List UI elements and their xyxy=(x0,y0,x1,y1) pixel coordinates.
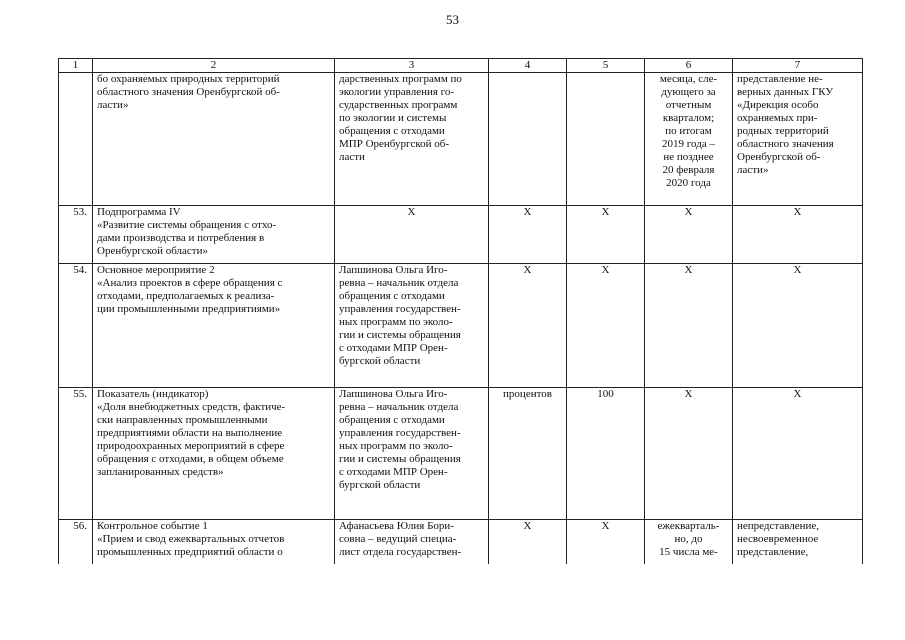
row-number: 54. xyxy=(59,264,93,388)
row-responsible: дарственных программ по экологии управления го- сударственных программ по экологии и системы обращения с отходами МПР Оренбургской об- ласти xyxy=(335,73,489,206)
table-row xyxy=(59,206,863,264)
row-unit: процентов xyxy=(489,388,567,520)
row-unit xyxy=(489,73,567,206)
row-name: Показатель (индикатор) «Доля внебюджетных средств, фактиче- ски направленных промышленными предприятиями области на выполнение природоохранных мероприятий в сфере обращения с отходами, в общем объеме запланированных средств» xyxy=(93,388,335,520)
header-cell: 2 xyxy=(93,59,335,73)
row-responsible: Лапшинова Ольга Иго- ревна – начальник отдела обращения с отходами управления государствен- ных программ по эколо- гии и системы обращения с отходами МПР Орен- бургской области xyxy=(335,264,489,388)
row-value xyxy=(567,73,645,206)
page-number: 53 xyxy=(446,12,459,27)
table-row xyxy=(59,520,863,564)
row-name: Основное мероприятие 2 «Анализ проектов в сфере обращения с отходами, предполагаемых к реализа- ции промышленными предприятиями» xyxy=(93,264,335,388)
row-criteria: Х xyxy=(733,264,863,388)
header-cell: 7 xyxy=(733,59,863,73)
row-name: Контрольное событие 1 «Прием и свод ежеквартальных отчетов промышленных предприятий области о xyxy=(93,520,335,564)
header-row xyxy=(59,59,863,73)
row-name: бо охраняемых природных территорий областного значения Оренбургской об- ласти» xyxy=(93,73,335,206)
row-value: Х xyxy=(567,520,645,564)
row-value: 100 xyxy=(567,388,645,520)
row-number xyxy=(59,73,93,206)
row-responsible: Афанасьева Юлия Бори- совна – ведущий специа- лист отдела государствен- xyxy=(335,520,489,564)
row-responsible: Х xyxy=(335,206,489,264)
header-cell: 5 xyxy=(567,59,645,73)
header-cell: 1 xyxy=(59,59,93,73)
row-deadline: Х xyxy=(645,264,733,388)
document-table xyxy=(58,58,863,564)
row-unit: Х xyxy=(489,520,567,564)
row-number: 55. xyxy=(59,388,93,520)
row-deadline: ежекварталь- но, до 15 числа ме- xyxy=(645,520,733,564)
row-unit: Х xyxy=(489,206,567,264)
row-deadline: Х xyxy=(645,388,733,520)
header-cell: 4 xyxy=(489,59,567,73)
row-criteria: Х xyxy=(733,206,863,264)
row-responsible: Лапшинова Ольга Иго- ревна – начальник отдела обращения с отходами управления государствен- ных программ по эколо- гии и системы обращения с отходами МПР Орен- бургской области xyxy=(335,388,489,520)
row-criteria: Х xyxy=(733,388,863,520)
row-criteria: представление не- верных данных ГКУ «Дирекция особо охраняемых при- родных территорий областного значения Оренбургской об- ласти» xyxy=(733,73,863,206)
row-unit: Х xyxy=(489,264,567,388)
row-value: Х xyxy=(567,206,645,264)
row-deadline: Х xyxy=(645,206,733,264)
row-criteria: непредставление, несвоевременное представление, xyxy=(733,520,863,564)
row-deadline: месяца, сле- дующего за отчетным кварталом; по итогам 2019 года – не позднее 20 февраля 2020 года xyxy=(645,73,733,206)
row-number: 53. xyxy=(59,206,93,264)
header-cell: 3 xyxy=(335,59,489,73)
table-row xyxy=(59,264,863,388)
row-value: Х xyxy=(567,264,645,388)
table-row xyxy=(59,388,863,520)
row-name: Подпрограмма IV «Развитие системы обращения с отхо- дами производства и потребления в Оренбургской области» xyxy=(93,206,335,264)
row-number: 56. xyxy=(59,520,93,564)
table-row xyxy=(59,73,863,206)
header-cell: 6 xyxy=(645,59,733,73)
